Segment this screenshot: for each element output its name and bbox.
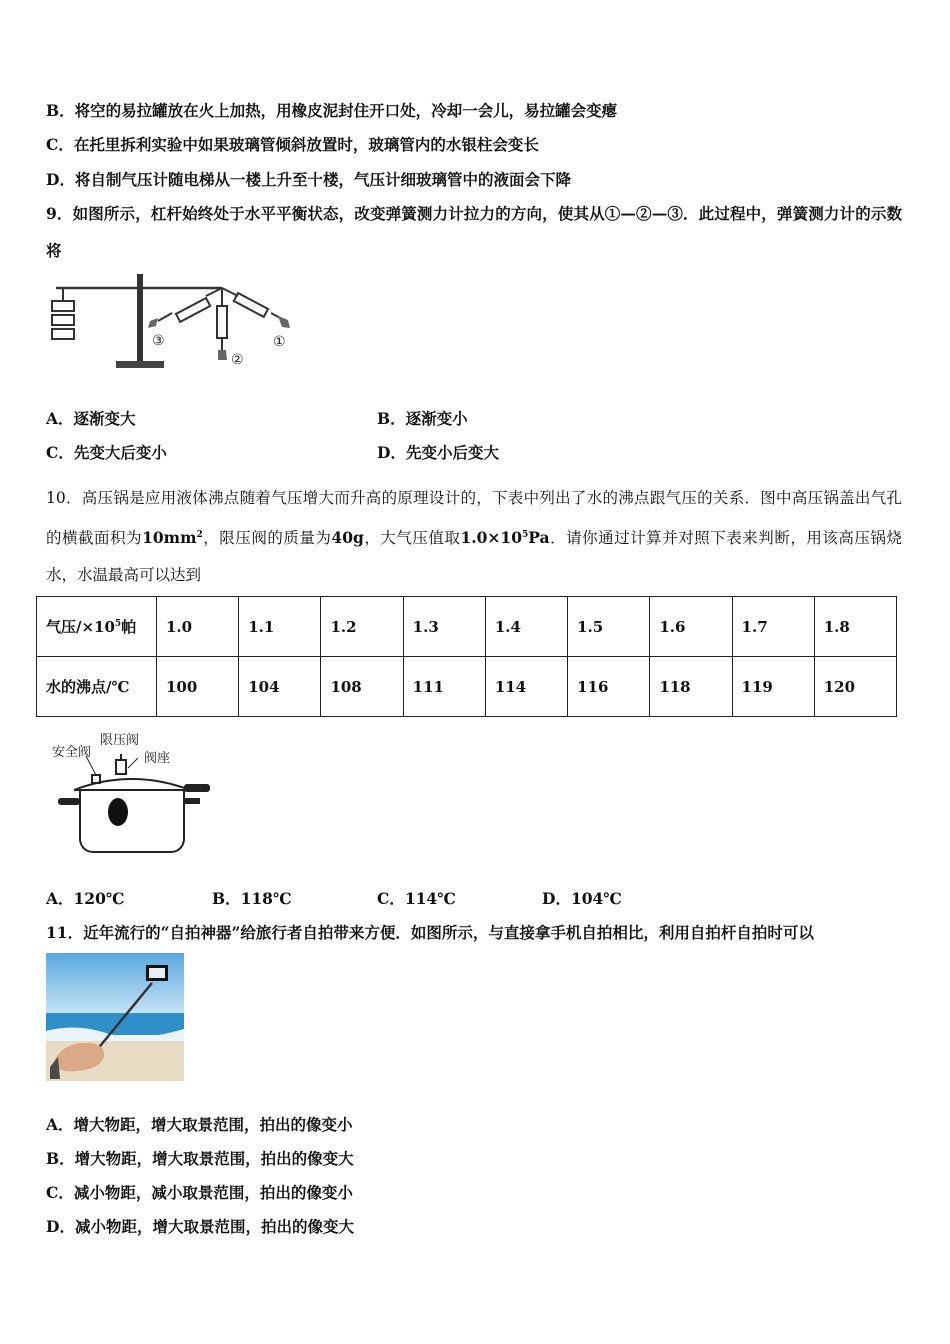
q9-option-d: D．先变小后变大 [377,443,499,462]
boiling-cell: 116 [568,657,650,717]
q10-atm-exponent: 5 [522,530,529,540]
boiling-cell: 111 [403,657,485,717]
q10-stem-part1: 10．高压锅是应用液体沸点随着气压增大而升高的原理设计的，下表中列出了水的沸点跟气压的关系．图中高压锅盖出气孔的横截面积为 [46,489,902,548]
q9-option-b: B．逐渐变小 [377,409,468,428]
circle-label-3: ③ [152,333,165,349]
q11-option-b: B．增大物距，增大取景范围，拍出的像变大 [46,1149,354,1168]
q9-option-c: C．先变大后变小 [46,443,167,462]
q10-atm-unit: Pa [528,528,550,548]
table-row-boiling [37,657,897,717]
q10-option-b: B．118℃ [212,889,292,908]
pressure-cell: 1.4 [485,597,567,657]
q9-option-a: A．逐渐变大 [46,409,136,428]
pressure-cell: 1.0 [157,597,239,657]
pressure-cell: 1.2 [321,597,403,657]
q8-option-b: B．将空的易拉罐放在火上加热，用橡皮泥封住开口处，冷却一会儿，易拉罐会变瘪 [46,101,618,120]
pressure-cooker-figure [52,728,212,856]
lever-figure [46,268,296,373]
label-safety-valve: 安全阀 [52,745,92,760]
boiling-cell: 108 [321,657,403,717]
pressure-cell: 1.8 [814,597,896,657]
pressure-cell: 1.1 [239,597,321,657]
q8-option-d: D．将自制气压计随电梯从一楼上升至十楼，气压计细玻璃管中的液面会下降 [46,170,571,189]
label-pressure-valve: 限压阀 [100,733,140,748]
q11-option-c: C．减小物距，减小取景范围，拍出的像变小 [46,1183,353,1202]
boiling-cell: 114 [485,657,567,717]
q11-option-d: D．减小物距，增大取景范围，拍出的像变大 [46,1217,354,1236]
boiling-cell: 104 [239,657,321,717]
q9-stem: 9．如图所示，杠杆始终处于水平平衡状态，改变弹簧测力计拉力的方向，使其从①—②—③．此过程中，弹簧测力计的示数将 [46,204,902,260]
q10-stem-part4: ．请你通过计算并对照下表来判断，用该高压锅烧水，水温最高可以达到 [46,529,902,585]
boiling-cell: 118 [650,657,732,717]
table-row-pressure [37,597,897,657]
circle-label-2: ② [231,352,244,368]
selfie-stick-photo [46,953,184,1081]
q8-option-c: C．在托里拆利实验中如果玻璃管倾斜放置时，玻璃管内的水银柱会变长 [46,135,539,154]
q10-option-a: A．120℃ [46,889,125,908]
label-valve-seat: 阀座 [144,751,171,766]
q10-area: 10mm [142,528,197,548]
q10-stem-part3: ，大气压值取 [363,529,461,548]
pressure-cell: 1.6 [650,597,732,657]
row-header-pressure: 气压$/\times 10^5$帕 [37,597,157,657]
boiling-cell: 120 [814,657,896,717]
q10-area-exponent: 2 [196,530,203,540]
q10-mass: 40g [331,528,364,548]
q10-stem [46,480,902,594]
q11-stem: 11．近年流行的“自拍神器”给旅行者自拍带来方便．如图所示，与直接拿手机自拍相比，利用自拍杆自拍时可以 [46,923,814,942]
q10-option-c: C．114℃ [377,889,456,908]
boiling-cell: 100 [157,657,239,717]
row-header-boiling: 水的沸点/℃ [37,657,157,717]
boiling-cell: 119 [732,657,814,717]
q10-stem-part2: ，限压阀的质量为 [202,529,332,548]
q10-option-d: D．104℃ [542,889,622,908]
circle-label-1: ① [273,334,286,350]
pressure-cell: 1.7 [732,597,814,657]
q10-atm-base: 1.0×10 [460,528,522,548]
boiling-point-table [36,596,897,717]
pressure-cell: 1.5 [568,597,650,657]
q11-option-a: A．增大物距，增大取景范围，拍出的像变小 [46,1115,353,1134]
pressure-cell: 1.3 [403,597,485,657]
